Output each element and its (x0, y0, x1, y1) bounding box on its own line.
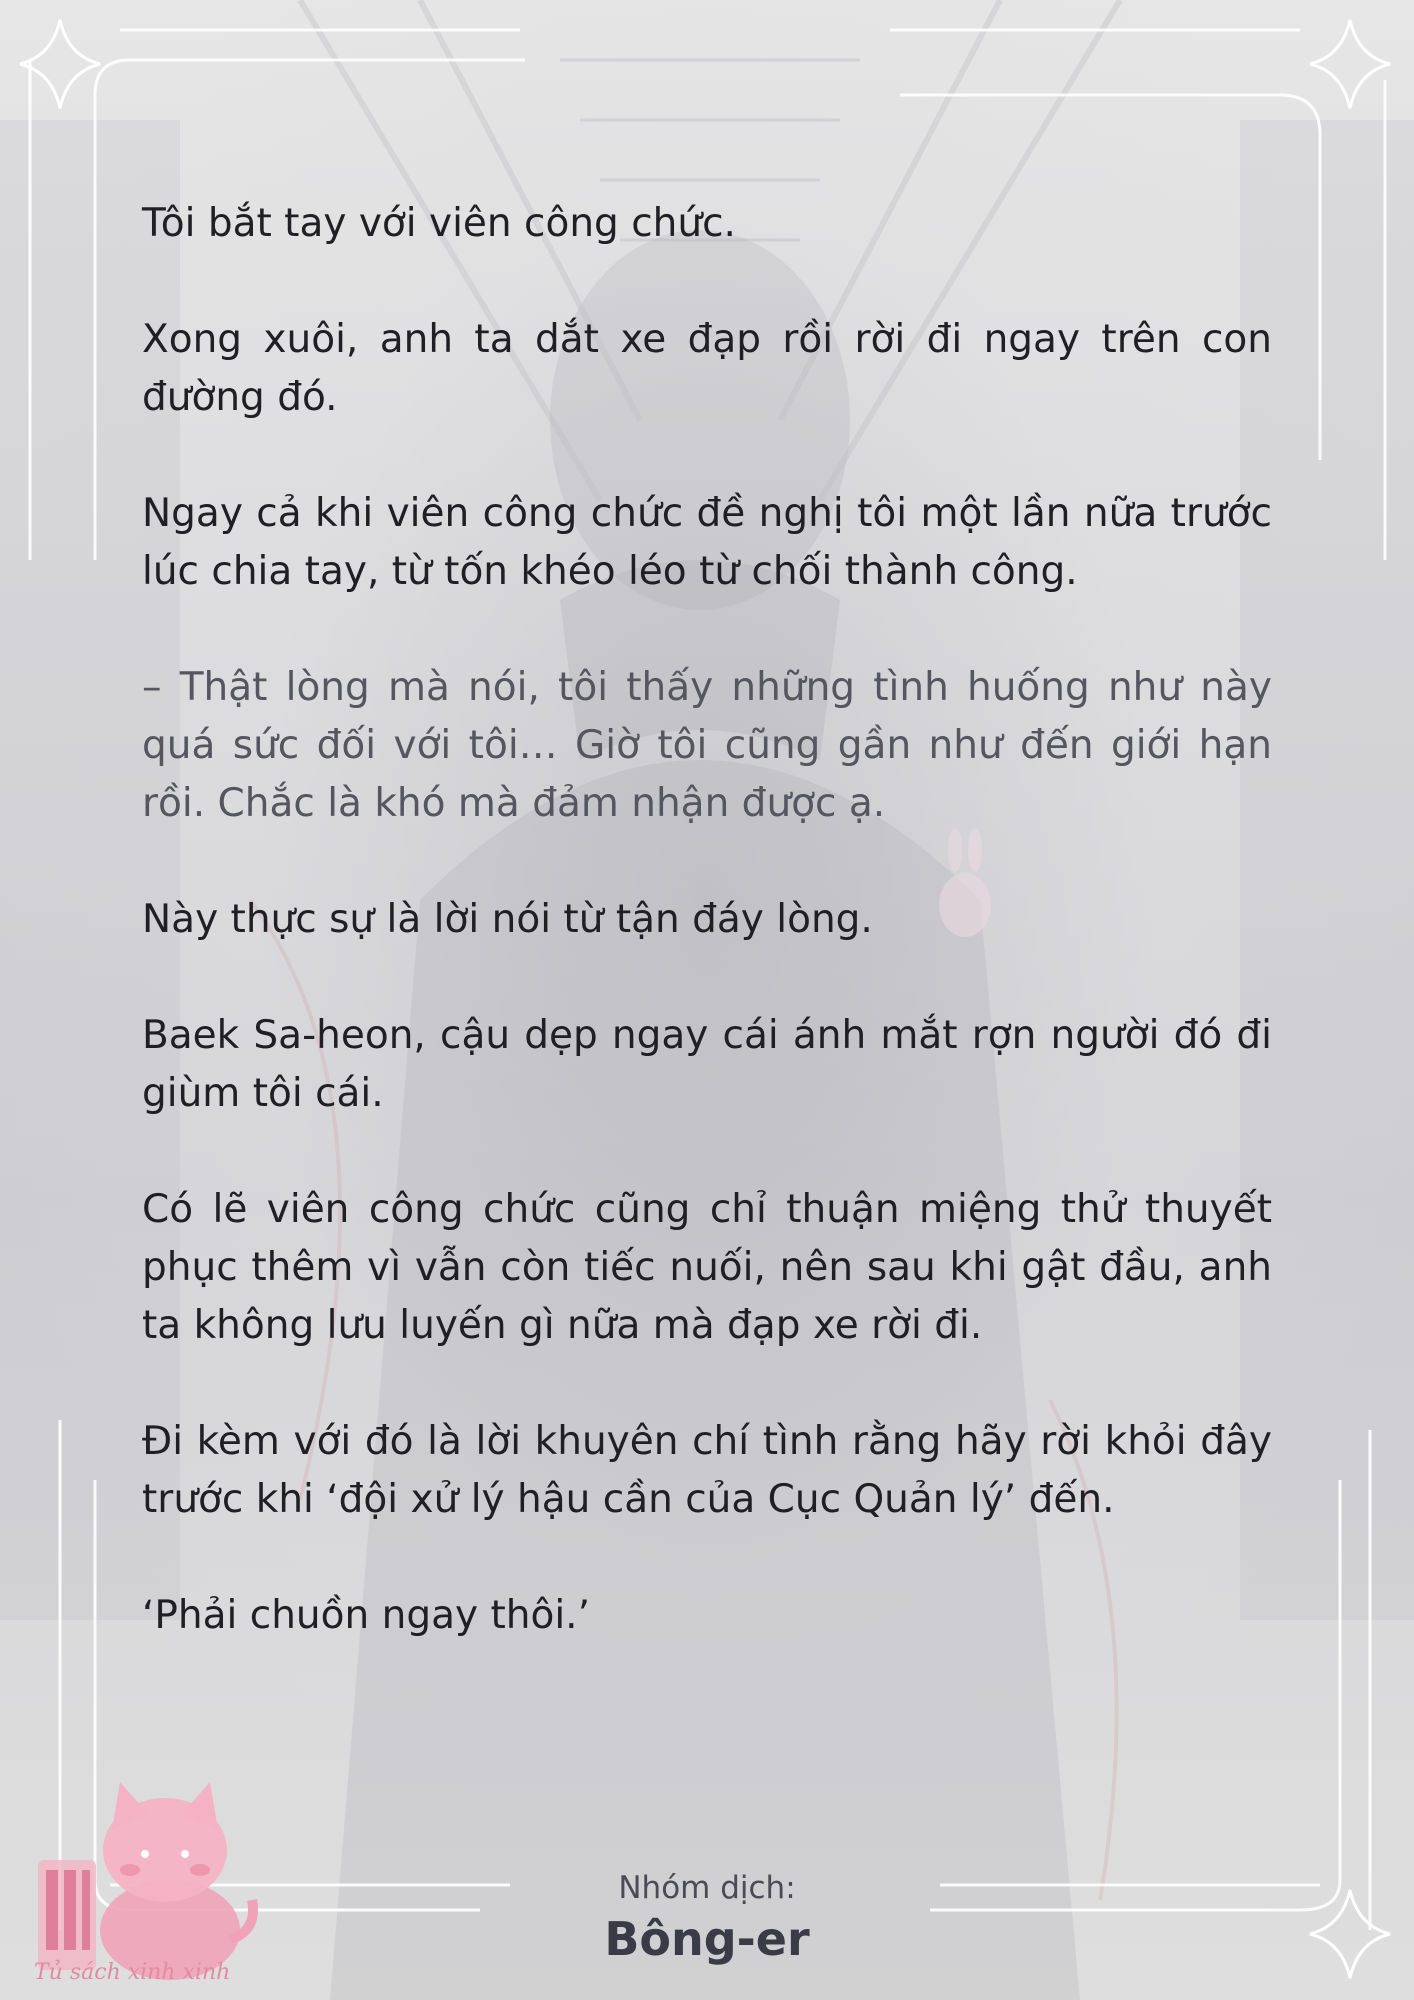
paragraph-2: Xong xuôi, anh ta dắt xe đạp rồi rời đi ngay trên con đường đó. (142, 317, 1272, 420)
story-text (142, 195, 1272, 1703)
paragraph-7: Có lẽ viên công chức cũng chỉ thuận miệng thử thuyết phục thêm vì vẫn còn tiếc nuối, nên sau khi gật đầu, anh ta không lưu luyến gì nữa mà đạp xe rời đi. (142, 1187, 1272, 1348)
paragraph-6: Baek Sa-heon, cậu dẹp ngay cái ánh mắt rợn người đó đi giùm tôi cái. (142, 1013, 1272, 1116)
paragraph-1: Tôi bắt tay với viên công chức. (142, 201, 736, 246)
translator-group-name: Bông-er (604, 1912, 810, 1966)
paragraph-3: Ngay cả khi viên công chức đề nghị tôi một lần nữa trước lúc chia tay, từ tốn khéo léo từ chối thành công. (142, 491, 1272, 594)
paragraph-9: ‘Phải chuồn ngay thôi.’ (142, 1593, 590, 1638)
pink-cat-books-icon (30, 1770, 260, 1990)
paragraph-8: Đi kèm với đó là lời khuyên chí tình rằng hãy rời khỏi đây trước khi ‘đội xử lý hậu cần của Cục Quản lý’ đến. (142, 1419, 1272, 1522)
paragraph-5: Này thực sự là lời nói từ tận đáy lòng. (142, 897, 873, 942)
logo-text: Tủ sách xinh xinh (34, 1960, 231, 1985)
dialogue-paragraph: – Thật lòng mà nói, tôi thấy những tình huống như này quá sức đối với tôi… Giờ tôi cũng gần như đến giới hạn rồi. Chắc là khó mà đảm nhận được ạ. (142, 665, 1272, 826)
translator-credit-label: Nhóm dịch: (618, 1870, 796, 1906)
